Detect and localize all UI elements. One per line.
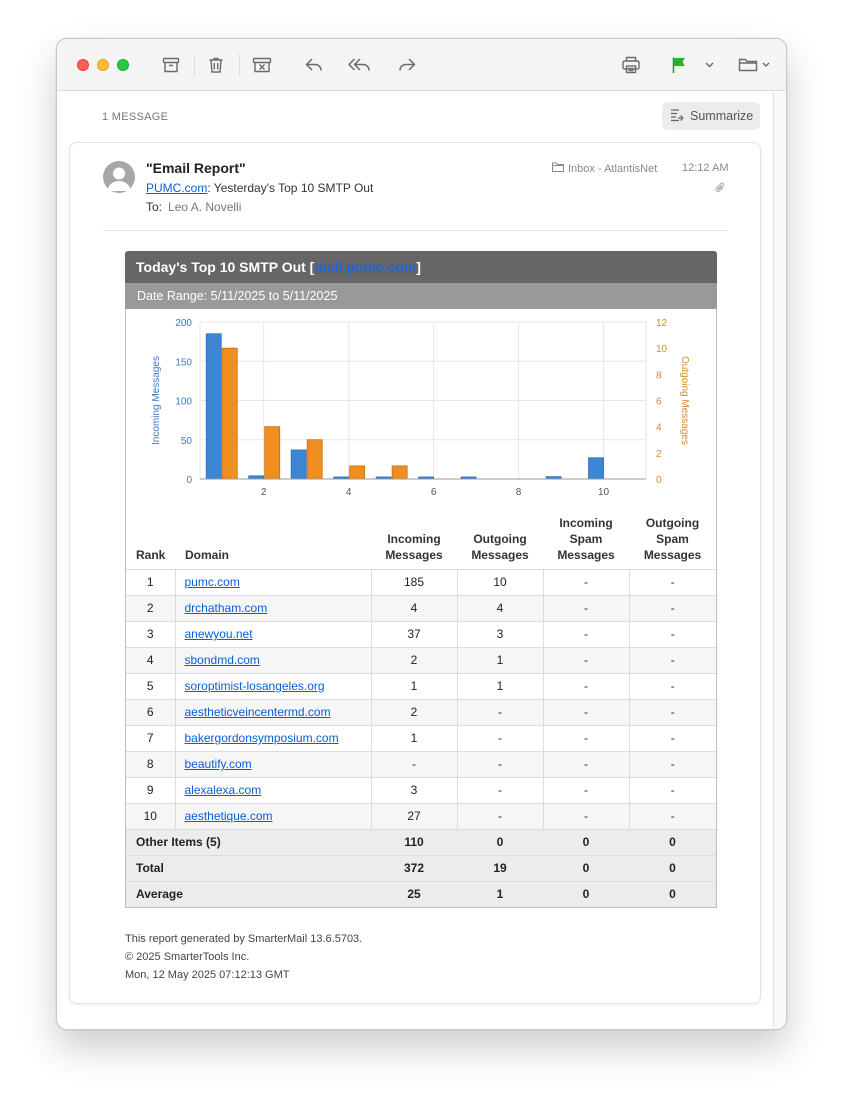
domain-link[interactable]: aestheticveincentermd.com bbox=[184, 705, 331, 719]
date-range: Date Range: 5/11/2025 to 5/11/2025 bbox=[125, 283, 717, 309]
y-left-tick-label: 100 bbox=[175, 396, 192, 408]
table-row: 9 alexalexa.com 3 - - - bbox=[126, 777, 716, 803]
y-left-tick-label: 0 bbox=[186, 475, 192, 486]
domain-link[interactable]: anewyou.net bbox=[184, 627, 253, 641]
toolbar-divider bbox=[239, 54, 240, 76]
y-left-axis-title: Incoming Messages bbox=[151, 356, 162, 445]
domain-link[interactable]: beautify.com bbox=[184, 757, 252, 771]
mail-window bbox=[56, 38, 787, 1030]
mailbox-name: Inbox - AtlantisNet bbox=[568, 162, 658, 175]
y-right-axis-title: Outgoing Messages bbox=[679, 356, 690, 445]
chart-svg bbox=[126, 309, 716, 509]
folder-icon bbox=[552, 162, 564, 175]
junk-icon bbox=[252, 56, 272, 74]
archive-button[interactable] bbox=[159, 53, 183, 77]
reply-icon bbox=[304, 56, 324, 74]
x-tick-label: 4 bbox=[345, 487, 352, 498]
y-left-tick-label: 50 bbox=[180, 435, 192, 447]
x-tick-label: 2 bbox=[260, 487, 267, 498]
summarize-button[interactable] bbox=[662, 102, 760, 130]
y-right-tick-label: 12 bbox=[656, 318, 668, 329]
bar-chart bbox=[126, 309, 716, 509]
print-button[interactable] bbox=[619, 53, 643, 77]
bar-incoming-10 bbox=[589, 458, 604, 479]
close-window-button[interactable] bbox=[77, 59, 89, 71]
mailbox-label bbox=[552, 162, 657, 175]
print-icon bbox=[621, 55, 641, 75]
y-right-tick-label: 4 bbox=[656, 422, 662, 434]
table-row: 3 anewyou.net 37 3 - - bbox=[126, 621, 716, 647]
flag-menu-button[interactable] bbox=[702, 53, 716, 77]
table-row: 8 beautify.com - - - - bbox=[126, 751, 716, 777]
col-rank: Rank bbox=[136, 547, 166, 562]
email-report bbox=[125, 251, 717, 908]
y-right-tick-label: 10 bbox=[656, 344, 668, 356]
domain-link[interactable]: alexalexa.com bbox=[184, 783, 262, 797]
table-row: 4 sbondmd.com 2 1 - - bbox=[126, 647, 716, 673]
domain-link[interactable]: pumc.com bbox=[184, 575, 240, 589]
trash-icon bbox=[207, 56, 225, 74]
domain-link[interactable]: soroptimist-losangeles.org bbox=[184, 679, 325, 693]
forward-button[interactable] bbox=[395, 53, 419, 77]
forward-icon bbox=[397, 56, 417, 74]
footer-timestamp: Mon, 12 May 2025 07:12:13 GMT bbox=[125, 969, 290, 981]
y-right-tick-label: 0 bbox=[656, 475, 662, 486]
report-body bbox=[125, 309, 717, 908]
subject-text: : Yesterday's Top 10 SMTP Out bbox=[207, 181, 374, 195]
recipient-line bbox=[146, 200, 241, 214]
x-tick-label: 10 bbox=[597, 487, 610, 498]
attachment-icon[interactable] bbox=[714, 181, 726, 199]
col-outgoing: Outgoing Messages bbox=[471, 531, 529, 562]
zoom-window-button[interactable] bbox=[117, 59, 129, 71]
col-outgoing-spam: Outgoing Spam Messages bbox=[643, 515, 702, 562]
bar-incoming-3 bbox=[291, 450, 306, 479]
domain-link[interactable]: bakergordonsymposium.com bbox=[184, 731, 339, 745]
x-tick-label: 6 bbox=[430, 487, 437, 498]
x-tick-label: 8 bbox=[515, 487, 522, 498]
header-divider bbox=[103, 230, 728, 231]
recipient-name[interactable]: Leo A. Novelli bbox=[168, 200, 242, 214]
table-row: 2 drchatham.com 4 4 - - bbox=[126, 595, 716, 621]
domain-link[interactable]: aesthetique.com bbox=[184, 809, 273, 823]
reply-all-icon bbox=[347, 56, 373, 74]
bar-outgoing-5 bbox=[392, 466, 407, 479]
y-right-tick-label: 6 bbox=[656, 396, 662, 408]
bar-outgoing-2 bbox=[265, 427, 280, 479]
domain-table bbox=[126, 509, 716, 907]
table-row: 6 aestheticveincentermd.com 2 - - - bbox=[126, 699, 716, 725]
y-right-tick-label: 2 bbox=[656, 448, 662, 460]
move-to-folder-button[interactable] bbox=[736, 53, 772, 77]
junk-button[interactable] bbox=[250, 53, 274, 77]
scrollbar[interactable] bbox=[773, 92, 787, 1030]
reply-all-button[interactable] bbox=[347, 53, 373, 77]
report-footer bbox=[125, 930, 362, 984]
sender-name: "Email Report" bbox=[146, 160, 246, 176]
folder-icon bbox=[738, 57, 758, 73]
server-link[interactable]: mail.pumc.com bbox=[314, 259, 417, 275]
subject-link[interactable]: PUMC.com bbox=[146, 181, 208, 195]
summary-row: Total 372 19 0 0 bbox=[126, 855, 716, 881]
bar-outgoing-3 bbox=[307, 440, 322, 479]
received-time: 12:12 AM bbox=[682, 162, 729, 174]
table-row: 10 aesthetique.com 27 - - - bbox=[126, 803, 716, 829]
col-incoming-spam: Incoming Spam Messages bbox=[557, 515, 615, 562]
domain-link[interactable]: sbondmd.com bbox=[184, 653, 260, 667]
subject bbox=[146, 181, 373, 195]
delete-button[interactable] bbox=[204, 53, 228, 77]
y-left-tick-label: 200 bbox=[175, 318, 192, 329]
y-right-tick-label: 8 bbox=[656, 370, 662, 382]
message-card bbox=[69, 142, 761, 1004]
archive-icon bbox=[162, 56, 180, 74]
message-count: 1 MESSAGE bbox=[102, 111, 169, 123]
bar-incoming-1 bbox=[206, 334, 221, 479]
report-title: Today's Top 10 SMTP Out [mail.pumc.com] bbox=[125, 251, 717, 283]
y-left-tick-label: 150 bbox=[175, 357, 192, 369]
table-row: 1 pumc.com 185 10 - - bbox=[126, 569, 716, 595]
summary-row: Other Items (5) 110 0 0 0 bbox=[126, 829, 716, 855]
flag-button[interactable] bbox=[668, 53, 690, 77]
bar-outgoing-1 bbox=[222, 348, 237, 479]
flag-icon bbox=[671, 56, 687, 74]
chevron-down-icon bbox=[705, 62, 714, 68]
reply-button[interactable] bbox=[302, 53, 326, 77]
avatar bbox=[103, 161, 135, 193]
toolbar bbox=[57, 39, 786, 91]
bar-outgoing-4 bbox=[350, 466, 365, 479]
summarize-label: Summarize bbox=[690, 109, 754, 123]
summarize-icon bbox=[670, 108, 685, 125]
footer-copyright: © 2025 SmarterTools Inc. bbox=[125, 951, 250, 963]
table-row: 7 bakergordonsymposium.com 1 - - - bbox=[126, 725, 716, 751]
message-pane bbox=[57, 92, 773, 1030]
chevron-down-icon bbox=[762, 62, 770, 68]
table-row: 5 soroptimist-losangeles.org 1 1 - - bbox=[126, 673, 716, 699]
minimize-window-button[interactable] bbox=[97, 59, 109, 71]
to-label: To: bbox=[146, 200, 163, 214]
domain-link[interactable]: drchatham.com bbox=[184, 601, 268, 615]
col-domain: Domain bbox=[185, 547, 230, 562]
toolbar-divider bbox=[194, 54, 195, 76]
summary-row: Average 25 1 0 0 bbox=[126, 881, 716, 907]
col-incoming: Incoming Messages bbox=[385, 531, 443, 562]
footer-generated: This report generated by SmarterMail 13.6.5703. bbox=[125, 933, 363, 945]
